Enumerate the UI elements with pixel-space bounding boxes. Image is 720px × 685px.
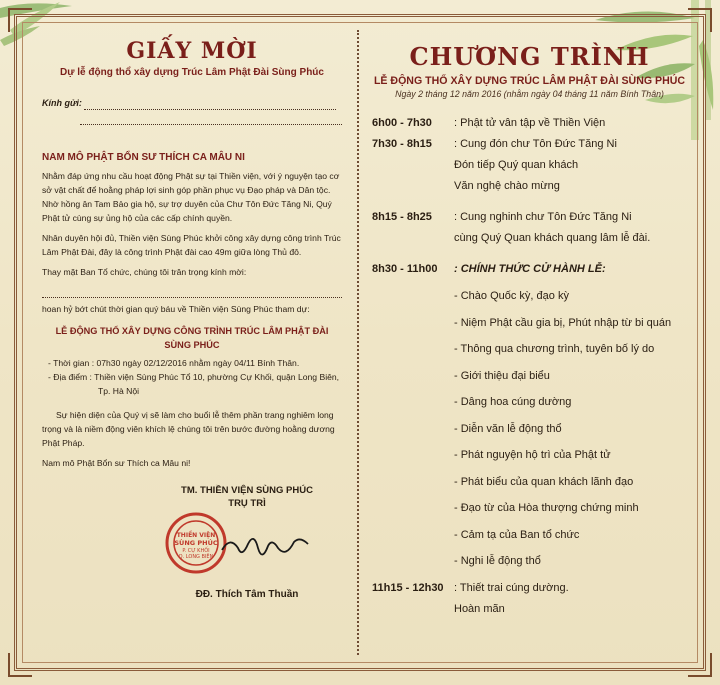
closing-paragraph: Sự hiện diện của Quý vị sẽ làm cho buổi lễ thêm phần trang nghiêm long trọng và là niềm động viên khích lệ chúng tôi trên bước đường hoằng dương Phật Pháp. <box>42 410 335 448</box>
schedule-time: 6h00 - 7h30 <box>372 117 432 129</box>
schedule-row <box>372 134 687 155</box>
schedule-activity: : Phật tử vân tập về Thiền Viện <box>454 117 606 129</box>
schedule-activity-cont: Hoàn mãn <box>454 602 505 615</box>
corner-ornament <box>8 653 32 677</box>
intro-paragraph: Nhằm đáp ứng nhu cầu hoạt động Phật sự tại Thiền viện, với ý nguyện tạo cơ sở vật chất để hoằng pháp lợi sinh góp phần phục vụ Đạo pháp và Dân tộc. Nhờ hồng ân Tam Bảo gia hộ, sự trợ duyên của Chư Tôn Đức Tăng Ni, Quý Phật tử cùng sự ủng hộ của các cấp chính quyền. <box>42 171 340 223</box>
svg-text:Q. LONG BIÊN: Q. LONG BIÊN <box>178 554 214 560</box>
intro-paragraph: Nhân duyên hội đủ, Thiền viện Sùng Phúc khởi công xây dựng công trình Trúc Lâm Phật Đài, đây là công trình Phật đài cao 49m giữa lòng Thủ đô. <box>42 233 341 257</box>
ceremony-item: - Thông qua chương trình, tuyên bố lý do <box>454 343 655 355</box>
schedule-activity: : Cung đón chư Tôn Đức Tăng Ni <box>454 138 617 150</box>
schedule-row <box>372 578 687 599</box>
guest-name-blank <box>42 285 342 298</box>
closing-namo: Nam mô Phật Bổn sư Thích ca Mâu ni! <box>42 458 191 468</box>
signature-org <box>152 484 342 510</box>
recipient-blank-2 <box>80 112 342 125</box>
svg-text:P. CỰ KHỐI: P. CỰ KHỐI <box>182 548 210 554</box>
signature-role: TRỤ TRÌ <box>228 498 266 509</box>
program-date: Ngày 2 tháng 12 năm 2016 (nhằm ngày 04 tháng 11 năm Bính Thân) <box>395 89 664 99</box>
ceremony-item: - Đạo từ của Hòa thượng chứng minh <box>454 502 639 514</box>
schedule-activity: : CHÍNH THỨC CỬ HÀNH LỄ: <box>454 263 606 275</box>
schedule-activity: : Thiết trai cúng dường. <box>454 581 569 594</box>
schedule-time: 8h30 - 11h00 <box>372 263 438 275</box>
place-detail: - Địa điểm : Thiền viện Sùng Phúc Tổ 10, phường Cự Khối, quận Long Biên, <box>48 372 340 382</box>
schedule-activity-cont: Văn nghệ chào mừng <box>454 180 560 192</box>
schedule-activity-cont: cùng Quý Quan khách quang lâm lễ đài. <box>454 232 651 244</box>
ceremony-item: - Phát nguyện hộ trì của Phật tử <box>454 449 611 461</box>
schedule-time: 7h30 - 8h15 <box>372 138 432 150</box>
svg-text:THIỀN VIỆN: THIỀN VIỆN <box>176 532 216 539</box>
ceremony-item: - Diễn văn lễ động thổ <box>454 422 562 435</box>
schedule-time: 11h15 - 12h30 <box>372 581 444 594</box>
ceremony-item: - Dâng hoa cúng dường <box>454 396 572 408</box>
program-title: CHƯƠNG TRÌNH <box>409 42 650 71</box>
recipient-blank <box>84 109 336 110</box>
handwritten-signature <box>220 528 310 568</box>
signature-org-name: TM. THIỀN VIỆN SÙNG PHÚC <box>181 485 313 496</box>
corner-ornament <box>688 8 712 32</box>
ceremony-item: - Giới thiệu đại biểu <box>454 369 550 382</box>
corner-ornament <box>8 8 32 32</box>
place-detail-city: Tp. Hà Nội <box>98 386 140 396</box>
ceremony-item: - Cảm tạ của Ban tổ chức <box>454 528 580 541</box>
time-detail: - Thời gian : 07h30 ngày 02/12/2016 nhằm ngày 04/11 Bính Thân. <box>48 358 300 368</box>
svg-text:SÙNG PHÚC: SÙNG PHÚC <box>174 539 218 547</box>
schedule-activity-cont: Đón tiếp Quý quan khách <box>454 159 579 171</box>
ceremony-item: - Nghi lễ động thổ <box>454 555 541 567</box>
intro-paragraph: Thay mặt Ban Tổ chức, chúng tôi trân trọng kính mời: <box>42 267 247 277</box>
greeting-heading: NAM MÔ PHẬT BỔN SƯ THÍCH CA MÂU NI <box>42 152 245 163</box>
ceremony-name: LỄ ĐỘNG THỔ XÂY DỰNG CÔNG TRÌNH TRÚC LÂM PHẬT ĐÀI SÙNG PHÚC <box>55 326 329 350</box>
temple-seal-stamp <box>165 512 227 574</box>
ceremony-item: - Chào Quốc kỳ, đạo kỳ <box>454 290 569 302</box>
schedule-activity: : Cung nghinh chư Tôn Đức Tăng Ni <box>454 211 632 223</box>
invite-text: hoan hỷ bớt chút thời gian quý báu về Thiền viện Sùng Phúc tham dự: <box>42 304 310 314</box>
column-divider <box>357 30 359 655</box>
schedule-time: 8h15 - 8h25 <box>372 211 432 223</box>
ceremony-items <box>454 286 687 572</box>
ceremony-item: - Phát biểu của quan khách lãnh đạo <box>454 475 634 488</box>
program-subtitle: LỄ ĐỘNG THỔ XÂY DỰNG TRÚC LÂM PHẬT ĐÀI SÙNG PHÚC <box>373 75 686 87</box>
schedule-row <box>372 259 687 280</box>
recipient-label: Kính gửi: <box>42 98 82 108</box>
recipient-line <box>42 96 342 110</box>
ceremony-item: - Niệm Phật cầu gia bị, Phút nhập từ bi quán <box>454 316 672 329</box>
schedule-row <box>372 207 687 228</box>
corner-ornament <box>688 653 712 677</box>
schedule <box>372 113 687 620</box>
invitation-subtitle: Dự lễ động thổ xây dựng Trúc Lâm Phật Đài Sùng Phúc <box>60 67 324 78</box>
signer-name: ĐĐ. Thích Tâm Thuần <box>195 589 299 600</box>
schedule-row <box>372 113 687 134</box>
program-panel <box>372 40 687 620</box>
invitation-title: GIẤY MỜI <box>126 38 258 64</box>
